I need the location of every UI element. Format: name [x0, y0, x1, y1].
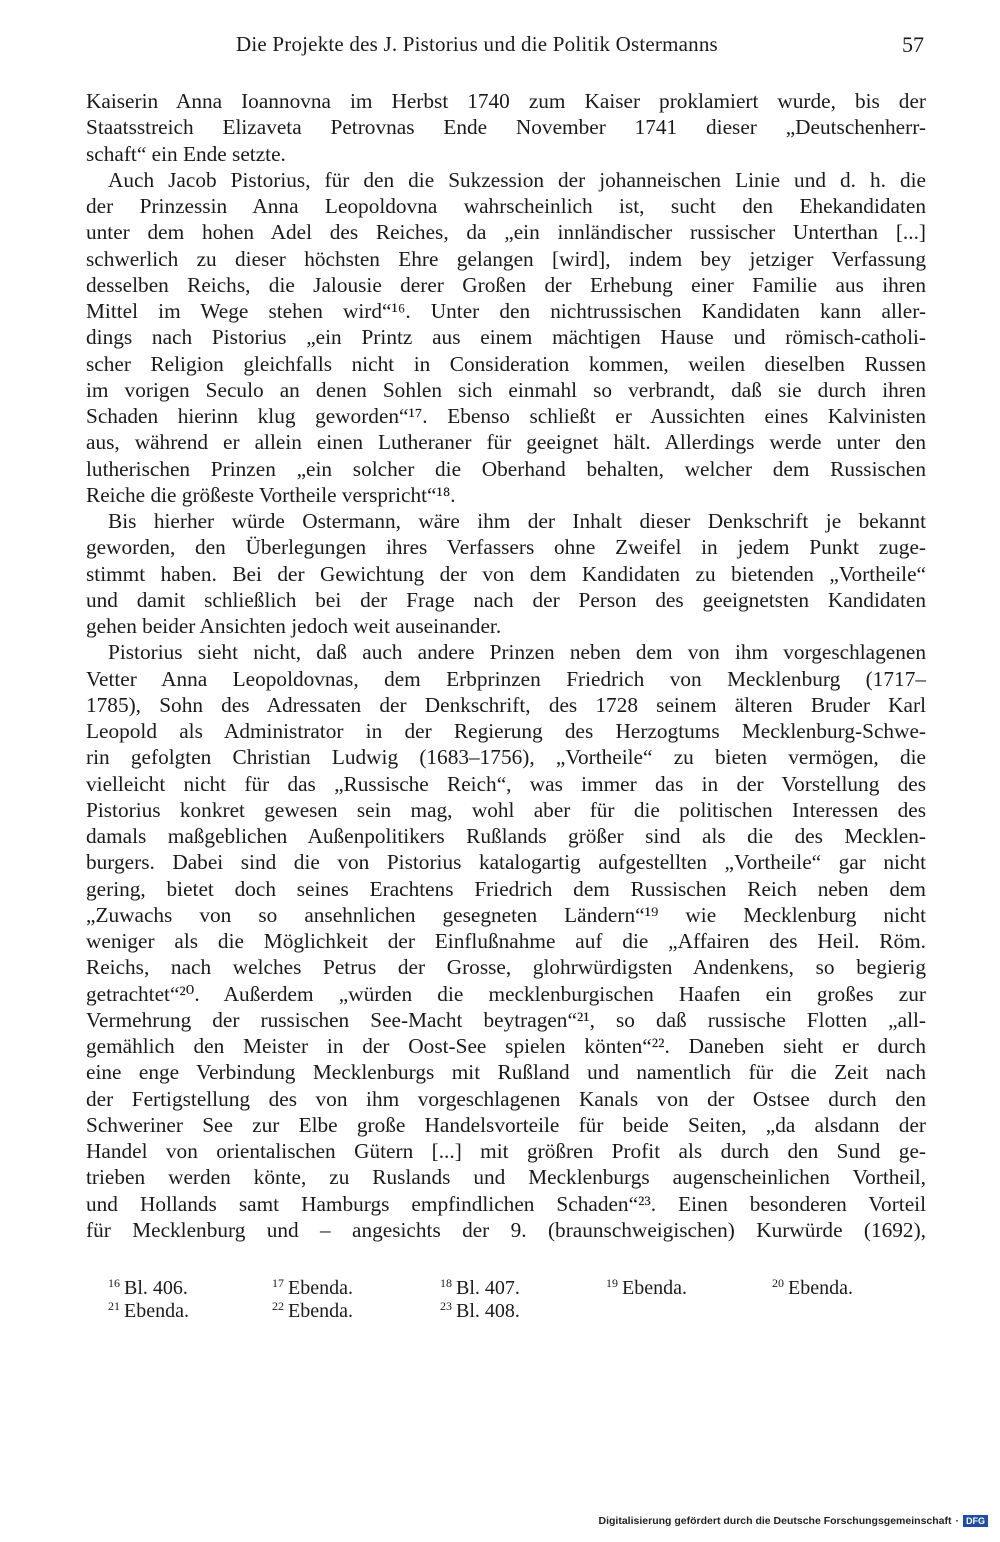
text-line: geworden, den Überlegungen ihres Verfassers ohne Zweifel in jedem Punkt zuge-: [86, 535, 926, 560]
footnotes: [108, 1272, 928, 1322]
footnote-row: [108, 1272, 928, 1299]
text-line: Bis hierher würde Ostermann, wäre ihm der Inhalt dieser Denkschrift je bekannt: [108, 509, 926, 533]
footnote-text: Bl. 406.: [124, 1277, 188, 1299]
text-line: Vetter Anna Leopoldovnas, dem Erbprinzen Friedrich von Mecklenburg (1717–: [86, 666, 926, 691]
page-header: [86, 32, 924, 62]
footnote-text: Ebenda.: [622, 1277, 687, 1299]
footnote-row: [108, 1295, 928, 1322]
text-line: eine enge Verbindung Mecklenburgs mit Rußland und namentlich für die Zeit nach: [86, 1060, 926, 1085]
footnote-number: 18: [440, 1276, 452, 1290]
text-line: Pistorius sieht nicht, daß auch andere Prinzen neben dem von ihm vorgeschlagenen: [108, 640, 926, 665]
text-line: und damit schließlich bei der Frage nach der Person des geeignetsten Kandidaten: [86, 587, 926, 612]
text-line: Auch Jacob Pistorius, für den die Sukzession der johanneischen Linie und d. h. die: [108, 167, 926, 192]
text-line: Handel von orientalischen Gütern [...] mit größren Profit als durch den Sund ge-: [86, 1139, 926, 1163]
text-line: Leopold als Administrator in der Regierung des Herzogtums Mecklenburg-Schwe-: [86, 719, 926, 743]
footnote-number: 19: [606, 1276, 618, 1290]
text-line: Mittel im Wege stehen wird“¹⁶. Unter den nichtrussischen Kandidaten kann aller-: [86, 299, 926, 323]
footnote-text: Ebenda.: [788, 1277, 853, 1299]
text-line: trieben werden könte, zu Ruslands und Mecklenburgs augenscheinlichen Vortheil,: [86, 1165, 926, 1190]
text-line: schaft“ ein Ende setzte.: [86, 141, 286, 166]
footnote-text: Ebenda.: [288, 1277, 353, 1299]
text-line: getrachtet“²⁰. Außerdem „würden die mecklenburgischen Haafen ein großes zur: [86, 981, 926, 1006]
text-line: scher Religion gleichfalls nicht in Consideration kommen, weilen dieselben Russen: [86, 351, 926, 376]
page-number: 57: [902, 32, 924, 57]
text-line: gemählich den Meister in der Oost-See spielen könten“²². Daneben sieht er durch: [86, 1034, 926, 1058]
footnote-text: Ebenda.: [124, 1300, 189, 1322]
footnote: [108, 1295, 189, 1323]
text-line: Kaiserin Anna Ioannovna im Herbst 1740 zum Kaiser proklamiert wurde, bis der: [86, 89, 926, 113]
text-line: Schweriner See zur Elbe große Handelsvorteile für beide Seiten, „da alsdann der: [86, 1112, 926, 1137]
text-line: gering, bietet doch seines Erachtens Friedrich dem Russischen Reich neben dem: [86, 876, 926, 901]
text-line: lutherischen Prinzen „ein solcher die Oberhand behalten, welcher dem Russischen: [86, 456, 926, 481]
footnote-number: 17: [272, 1276, 284, 1290]
text-line: für Mecklenburg und – angesichts der 9. (braunschweigischen) Kurwürde (1692),: [86, 1217, 926, 1242]
body-text: [86, 88, 926, 1243]
footnote: [440, 1295, 520, 1323]
text-line: Schaden hierinn klug geworden“¹⁷. Ebenso schließt er Aussichten eines Kalvinisten: [86, 404, 926, 428]
text-line: stimmt haben. Bei der Gewichtung der von dem Kandidaten zu bietenden „Vortheile“: [86, 561, 926, 586]
text-line: dings nach Pistorius „ein Printz aus einem mächtigen Hause und römisch-catholi-: [86, 325, 926, 350]
text-line: gehen beider Ansichten jedoch weit auseinander.: [86, 614, 502, 638]
text-line: Reichs, nach welches Petrus der Grosse, glohrwürdigsten Andenkens, so begierig: [86, 955, 926, 980]
footnote-number: 21: [108, 1299, 120, 1313]
footnote-number: 22: [272, 1299, 284, 1313]
text-line: der Fertigstellung des von ihm vorgeschlagenen Kanals von der Ostsee durch den: [86, 1086, 926, 1111]
text-line: vielleicht nicht für das „Russische Reich“, was immer das in der Vorstellung des: [86, 771, 926, 796]
text-line: Staatsstreich Elizaveta Petrovnas Ende November 1741 dieser „Deutschenherr-: [86, 115, 926, 140]
text-line: 1785), Sohn des Adressaten der Denkschrift, des 1728 seinem älteren Bruder Karl: [86, 692, 926, 717]
text-line: unter dem hohen Adel des Reiches, da „ein innländischer russischer Unterthan [...]: [86, 220, 926, 245]
text-line: burgers. Dabei sind die von Pistorius katalogartig aufgestellten „Vortheile“ gar nicht: [86, 850, 926, 875]
text-line: und Hollands samt Hamburgs empfindlichen Schaden“²³. Einen besonderen Vorteil: [86, 1191, 926, 1216]
footnote-text: Bl. 407.: [456, 1277, 520, 1299]
digitization-credit: Digitalisierung gefördert durch die Deutsche Forschungsgemeinschaft · DFG: [599, 1514, 988, 1528]
footnote-number: 23: [440, 1299, 452, 1313]
footnote-text: Bl. 408.: [456, 1300, 520, 1322]
text-line: „Zuwachs von so ansehnlichen gesegneten Ländern“¹⁹ wie Mecklenburg nicht: [86, 902, 926, 927]
text-line: Pistorius konkret gewesen sein mag, wohl aber für die politischen Interessen des: [86, 797, 926, 822]
dfg-logo-icon: DFG: [963, 1515, 988, 1527]
text-line: desselben Reichs, die Jalousie derer Großen der Erhebung einer Familie aus ihren: [86, 272, 926, 297]
text-line: aus, während er allein einen Lutheraner für geeignet hält. Allerdings werde unter den: [86, 430, 926, 455]
text-line: rin gefolgten Christian Ludwig (1683–1756), „Vortheile“ zu bieten vermögen, die: [86, 745, 926, 770]
footnote-text: Ebenda.: [288, 1300, 353, 1322]
footnote: [272, 1295, 353, 1323]
credit-text: Digitalisierung gefördert durch die Deutsche Forschungsgemeinschaft: [598, 1515, 952, 1527]
text-line: schwerlich zu dieser höchsten Ehre gelangen [wird], indem bey jetziger Verfassung: [86, 246, 926, 271]
footnote-number: 16: [108, 1276, 120, 1290]
text-line: der Prinzessin Anna Leopoldovna wahrscheinlich ist, sucht den Ehekandidaten: [86, 194, 926, 218]
text-line: Vermehrung der russischen See-Macht beytragen“²¹, so daß russische Flotten „all-: [86, 1007, 926, 1032]
running-title: Die Projekte des J. Pistorius und die Politik Ostermanns: [236, 32, 718, 56]
text-line: Reiche die größeste Vortheile verspricht“¹⁸.: [86, 482, 456, 507]
text-line: damals maßgeblichen Außenpolitikers Rußlands größer sind als die des Mecklen-: [86, 824, 926, 848]
footnote-number: 20: [772, 1276, 784, 1290]
text-line: im vorigen Seculo an denen Sohlen sich einmahl so verbrandt, daß sie durch ihren: [86, 377, 926, 402]
text-line: weniger als die Möglichkeit der Einflußnahme auf die „Affairen des Heil. Röm.: [86, 929, 926, 953]
